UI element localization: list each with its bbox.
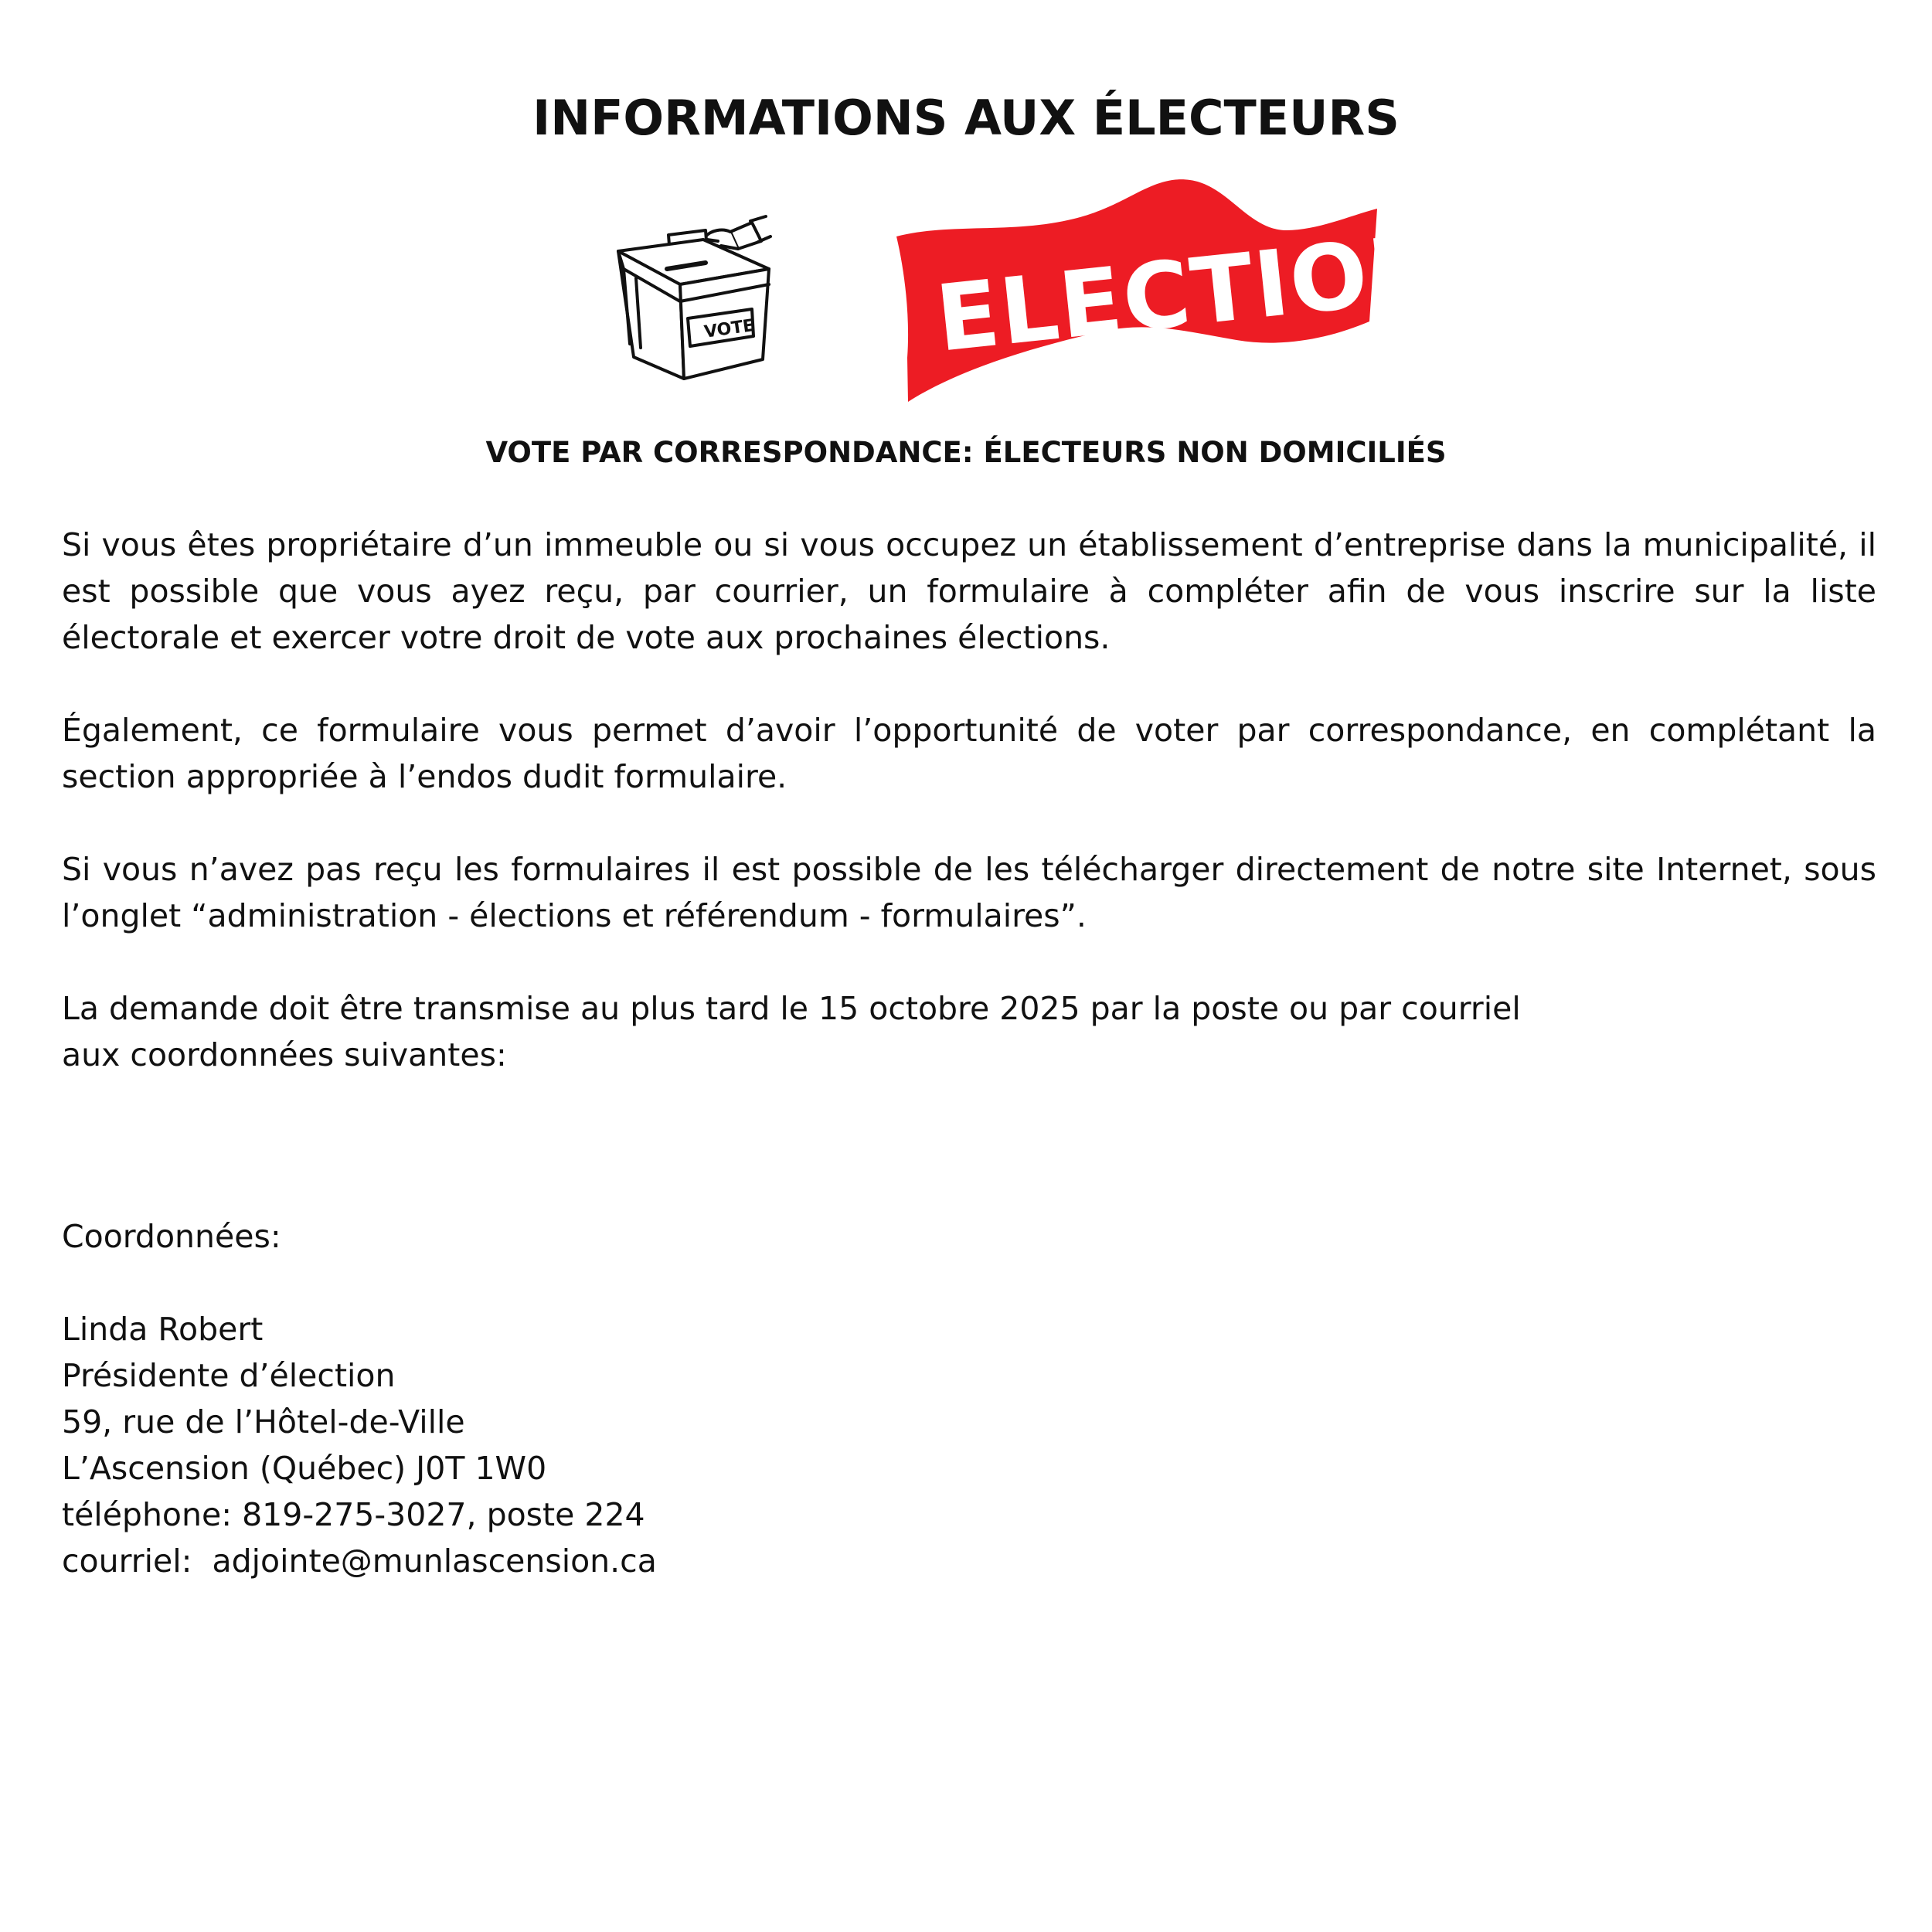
contact-phone: téléphone: 819-275-3027, poste 224 xyxy=(62,1496,645,1533)
notice-body xyxy=(62,522,1876,1078)
paragraph-download: Si vous n’avez pas reçu les formulaires il est possible de les télécharger directement de notre site Internet, sous l’onglet “administration - élections et référendum - formulaires”. xyxy=(62,851,1876,934)
contact-address: 59, rue de l’Hôtel-de-Ville xyxy=(62,1403,465,1440)
ballot-box-label: VOTE xyxy=(702,315,756,342)
contact-label: Coordonnées: xyxy=(62,1218,281,1255)
banner-text: ELECTIONS xyxy=(931,206,1519,372)
contact-name: Linda Robert xyxy=(62,1311,264,1348)
contact-city: L’Ascension (Québec) J0T 1W0 xyxy=(62,1450,547,1487)
elections-banner-icon xyxy=(896,176,1519,402)
contact-email[interactable]: courriel: adjointe@munlascension.ca xyxy=(62,1543,657,1580)
section-subtitle: VOTE PAR CORRESPONDANCE: ÉLECTEURS NON DOMICILIÉS xyxy=(485,436,1447,469)
contact-role: Présidente d’élection xyxy=(62,1357,396,1394)
deadline-line-2: aux coordonnées suivantes: xyxy=(62,1036,507,1073)
contact-block xyxy=(62,1213,1144,1584)
paragraph-registration: Si vous êtes propriétaire d’un immeuble ou si vous occupez un établissement d’entreprise dans la municipalité, il est possible que vous ayez reçu, par courrier, un formulaire à compléter afin de vous inscrire sur la liste électorale et exercer votre droit de vote aux prochaines élections. xyxy=(62,526,1876,656)
deadline-line-1: La demande doit être transmise au plus tard le 15 octobre 2025 par la poste ou par courriel xyxy=(62,990,1521,1027)
ballot-box-icon xyxy=(614,185,777,390)
page-title: INFORMATIONS AUX ÉLECTEURS xyxy=(532,90,1400,146)
paragraph-mail-vote: Également, ce formulaire vous permet d’avoir l’opportunité de voter par correspondance, en complétant la section appropriée à l’endos dudit formulaire. xyxy=(62,712,1876,795)
paragraph-deadline xyxy=(62,985,1876,1078)
